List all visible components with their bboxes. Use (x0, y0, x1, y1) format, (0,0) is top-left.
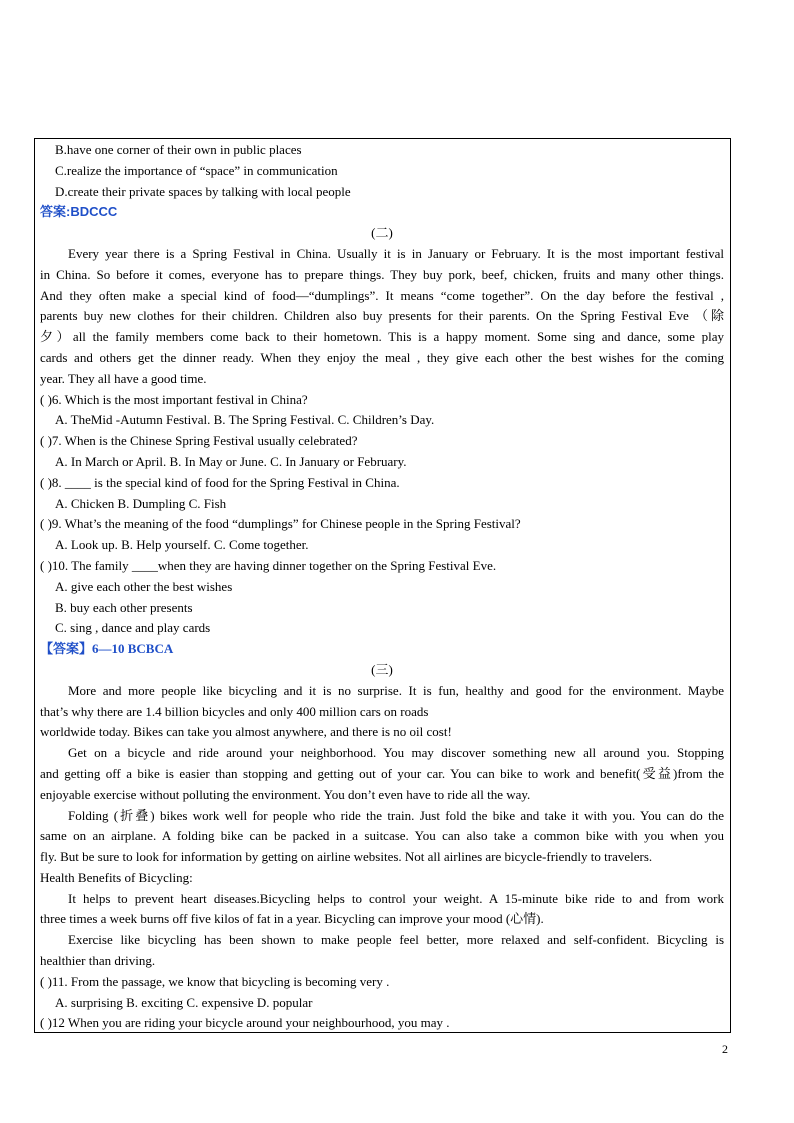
question-12: ( )12 When you are riding your bicycle around your neighbourhood, you may . (40, 1015, 450, 1031)
answer-key-2: 【答案】6—10 BCBCA (40, 641, 174, 657)
document-body (40, 140, 724, 1034)
question-9: ( )9. What’s the meaning of the food “dumplings” for Chinese people in the Spring Festival? (40, 516, 521, 532)
passage-2-line: in China. So before it comes, everyone has to prepare things. They buy pork, beef, chicken, fruits and many other things. (40, 266, 724, 282)
question-7: ( )7. When is the Chinese Spring Festival usually celebrated? (40, 433, 358, 449)
passage-3-line: Folding (折叠) bikes work well for people who ride the train. Just fold the bike and take it with you. You can do the (68, 807, 724, 823)
section-heading-3: (三) (371, 661, 393, 677)
passage-3-line: enjoyable exercise without polluting the environment. You don’t even have to ride all the way. (40, 786, 531, 802)
passage-3-line: same on an airplane. A folding bike can be packed in a suitcase. You can also take a common bike with you when you (40, 828, 724, 844)
passage-3-line: Exercise like bicycling has been shown to make people feel better, more relaxed and self-confident. Bicycling is (68, 932, 724, 948)
passage-3-line: worldwide today. Bikes can take you almost anywhere, and there is no oil cost! (40, 724, 452, 740)
question-6-options: A. TheMid -Autumn Festival. B. The Spring Festival. C. Children’s Day. (55, 412, 435, 428)
passage-2-line: And they often make a special kind of food—“dumplings”. It means “come together”. On the day before the festival , (40, 287, 724, 303)
option-d: D.create their private spaces by talking with local people (55, 183, 351, 199)
question-6: ( )6. Which is the most important festival in China? (40, 391, 308, 407)
passage-3-line: Get on a bicycle and ride around your neighborhood. You may discover something new all around you. Stopping (68, 745, 724, 761)
question-8-options: A. Chicken B. Dumpling C. Fish (55, 495, 227, 511)
passage-3-line (40, 889, 724, 910)
passage-2-line: 夕）all the family members come back to their hometown. This is a happy moment. Some sing and dance, some play (40, 329, 724, 345)
question-11-options: A. surprising B. exciting C. expensive D. popular (55, 994, 313, 1010)
passage-3-line: that’s why there are 1.4 billion bicycles and only 400 million cars on roads (40, 703, 429, 719)
question-8: ( )8. ____ is the special kind of food for the Spring Festival in China. (40, 474, 400, 490)
bullet-text: It helps to prevent heart diseases.Bicycling helps to control your weight. A 15-minute bike ride to and from work (68, 890, 724, 906)
passage-3-line: fly. But be sure to look for information by getting on airline websites. Not all airlines are bicycle-friendly to travelers. (40, 849, 653, 865)
question-10-option-a: A. give each other the best wishes (55, 578, 233, 594)
question-10-option-b: B. buy each other presents (55, 599, 193, 615)
section-heading-2: (二) (371, 225, 393, 241)
question-11: ( )11. From the passage, we know that bicycling is becoming very . (40, 973, 390, 989)
passage-2-line: year. They all have a good time. (40, 370, 207, 386)
page-number: 2 (722, 1042, 728, 1056)
answer-key-1: 答案:BDCCC (40, 204, 118, 220)
passage-2-line: parents buy new clothes for their children. Children also buy presents for their parents. On the Spring Festival Eve （除 (40, 308, 724, 324)
passage-3-line: healthier than driving. (40, 953, 156, 969)
option-b: B.have one corner of their own in public places (55, 142, 302, 157)
passage-2-line: Every year there is a Spring Festival in China. Usually it is in January or February. It is the most important festival (68, 245, 724, 261)
passage-3-line: and getting off a bike is easier than stopping and getting out of your car. You can bike to work and benefit(受益)from the (40, 765, 724, 781)
passage-3-line: More and more people like bicycling and it is no surprise. It is fun, healthy and good for the environment. Maybe (68, 682, 724, 698)
passage-2-line: cards and others get the dinner ready. When they enjoy the meal , they give each other the best wishes for the coming (40, 349, 724, 365)
question-10: ( )10. The family ____when they are having dinner together on the Spring Festival Eve. (40, 557, 497, 573)
passage-3-line: three times a week burns off five kilos of fat in a year. Bicycling can improve your mood (心情). (40, 911, 544, 927)
option-c: C.realize the importance of “space” in communication (55, 162, 338, 178)
question-7-options: A. In March or April. B. In May or June. C. In January or February. (55, 453, 407, 469)
question-10-option-c: C. sing , dance and play cards (55, 620, 211, 636)
question-9-options: A. Look up. B. Help yourself. C. Come together. (55, 537, 309, 553)
subheading-health-benefits: Health Benefits of Bicycling: (40, 869, 193, 885)
